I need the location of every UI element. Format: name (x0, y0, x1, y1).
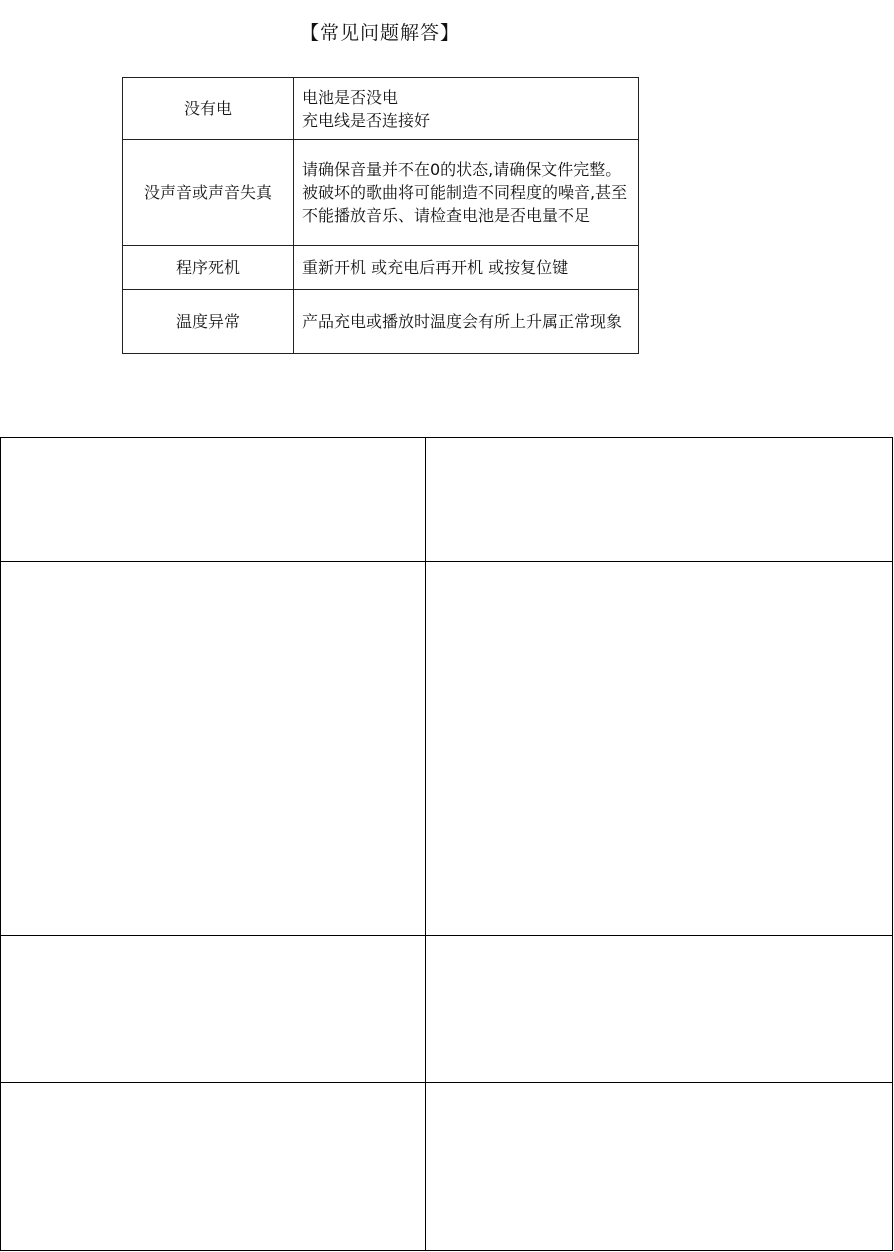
faq-question: 程序死机 (123, 246, 294, 290)
faq-row (123, 246, 639, 290)
empty-cell (426, 936, 893, 1083)
empty-row (1, 562, 893, 936)
empty-grid-table (0, 437, 893, 1251)
empty-cell (1, 1083, 426, 1251)
faq-question: 没有电 (123, 78, 294, 140)
empty-row (1, 438, 893, 562)
faq-row (123, 140, 639, 246)
empty-cell (1, 562, 426, 936)
empty-cell (426, 438, 893, 562)
faq-row (123, 290, 639, 354)
faq-table (122, 77, 639, 354)
section-title: 【常见问题解答】 (299, 22, 460, 44)
faq-question: 温度异常 (123, 290, 294, 354)
empty-row (1, 1083, 893, 1251)
empty-cell (1, 936, 426, 1083)
faq-row (123, 78, 639, 140)
empty-cell (426, 1083, 893, 1251)
faq-answer: 电池是否没电 充电线是否连接好 (294, 78, 639, 140)
faq-answer: 请确保音量并不在0的状态,请确保文件完整。被破坏的歌曲将可能制造不同程度的噪音,甚至不能播放音乐、请检查电池是否电量不足 (294, 140, 639, 246)
faq-answer: 重新开机 或充电后再开机 或按复位键 (294, 246, 639, 290)
empty-cell (426, 562, 893, 936)
faq-answer: 产品充电或播放时温度会有所上升属正常现象 (294, 290, 639, 354)
faq-question: 没声音或声音失真 (123, 140, 294, 246)
empty-row (1, 936, 893, 1083)
empty-cell (1, 438, 426, 562)
